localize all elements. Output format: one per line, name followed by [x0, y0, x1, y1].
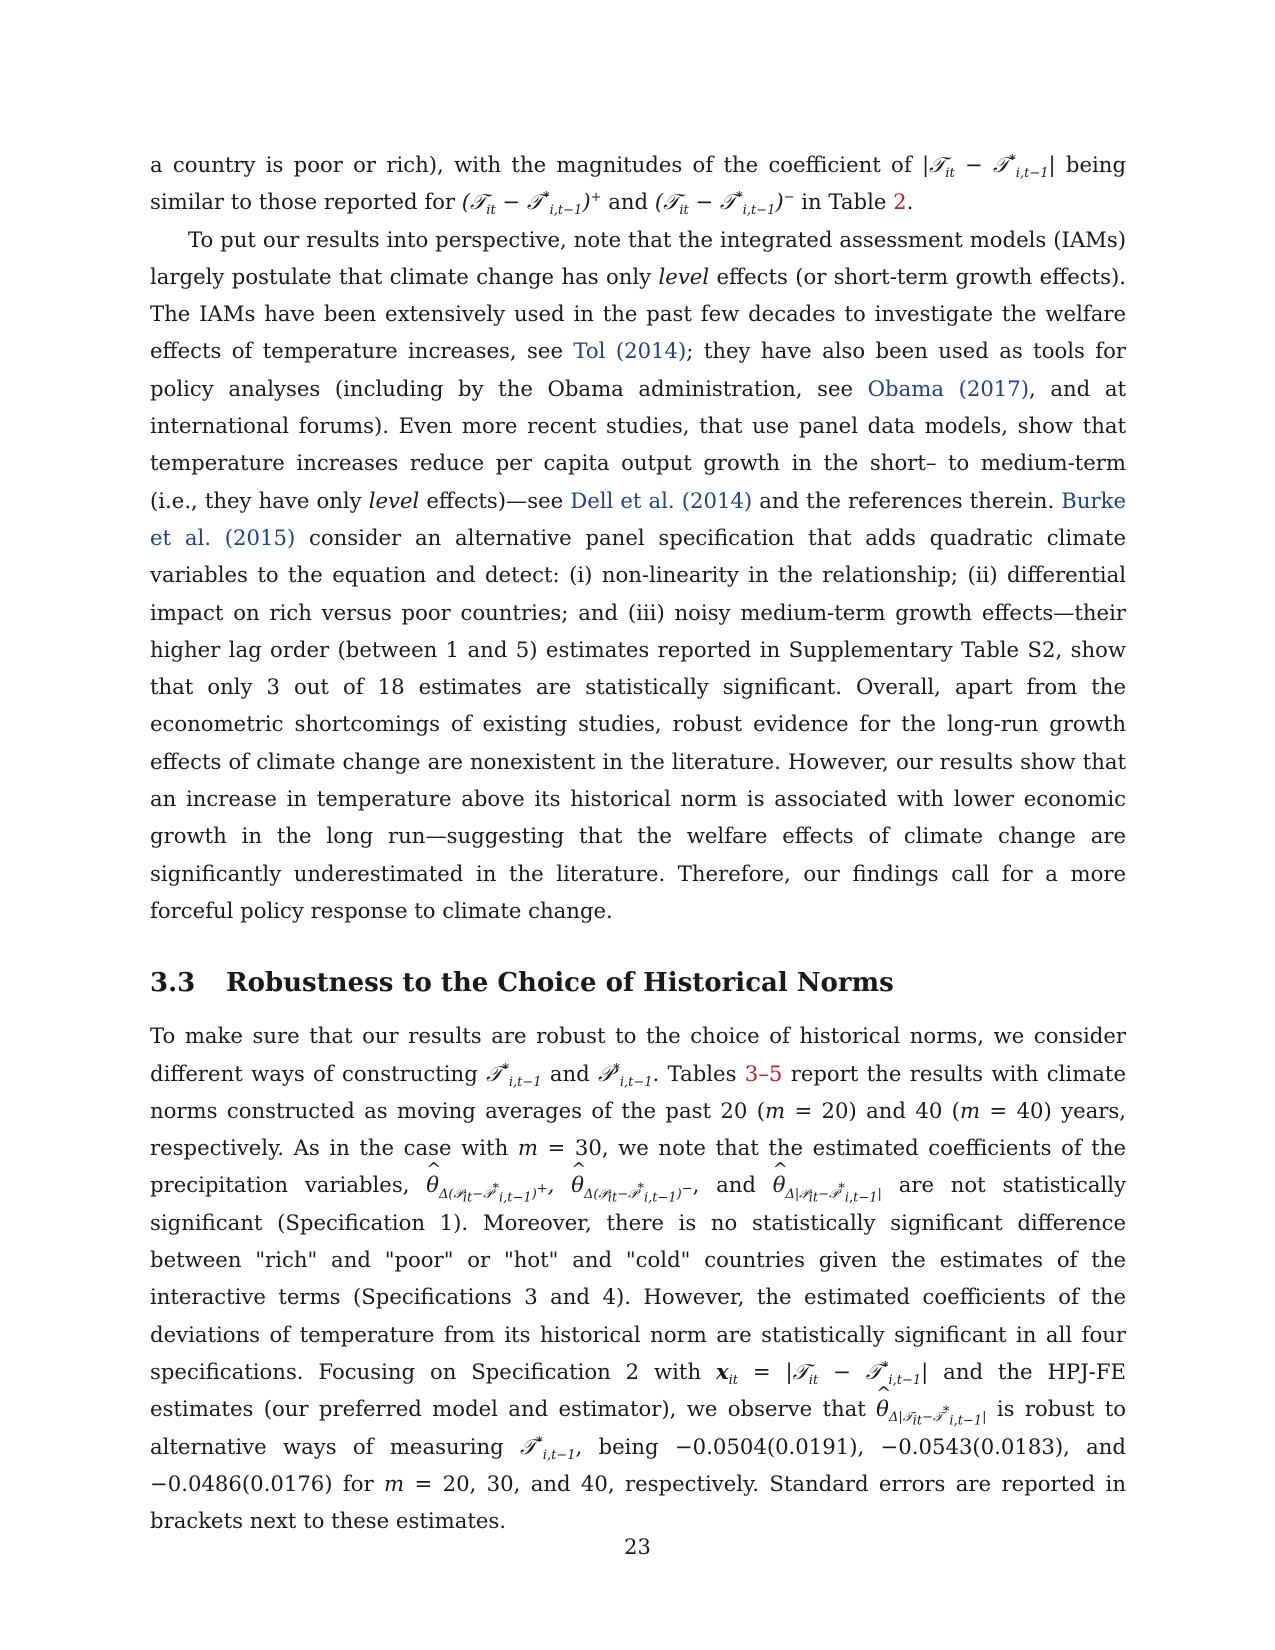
math-m: m	[384, 1470, 405, 1496]
citation-burke-2015[interactable]: Burke et al. (2015)	[150, 487, 1126, 550]
math-negative-deviation: (𝒯$_{it}$ − 𝒯*$_{i,t-1}$)−	[654, 189, 795, 219]
page-body	[150, 146, 1126, 1539]
paragraph-3: To make sure that our results are robust to the choice of historical norms, we consider different ways of constructing 𝒯*$_{i,t-1}$ and 𝒫*$_{i,t-1}$. Tables 3–5 report the results with climate norms constructed as moving averages of the past 20 (m = 20) and 40 (m = 40) years, respectively. As in the case with m = 30, we note that the estimated coefficients of the precipitation variables, ^ $\theta_{\Delta(𝒫_{it}-𝒫^*_{i,t-1})^+}$, ^ $\theta_{\Delta(𝒫_{it}-𝒫^*_{i,t-1})^-}$, and ^ $\theta_{\Delta|𝒫_{it}-𝒫^*_{i,t-1}|}$ are not statistically significant (Specification 1). Moreover, there is no statistically significant difference between "rich" and "poor" or "hot" and "cold" countries given the estimates of the interactive terms (Specifications 3 and 4). However, the estimated coefficients of the deviations of temperature from its historical norm are statistically significant in all four specifications. Focusing on Specification 2 with $x_{it}$ = |𝒯$_{it}$ − 𝒯*$_{i,t-1}$| and the HPJ-FE estimates (our preferred model and estimator), we observe that ^ $\theta_{\Delta|𝒯_{it}-𝒯^*_{i,t-1}|}$ is robust to alternative ways of measuring 𝒯*$_{i,t-1}$, being −0.0504(0.0191), −0.0543(0.0183), and −0.0486(0.0176) for m = 20, 30, and 40, respectively. Standard errors are reported in brackets next to these estimates.	[150, 1017, 1126, 1539]
citation-obama-2017[interactable]: Obama (2017)	[867, 375, 1030, 401]
math-m: m	[959, 1097, 981, 1123]
page-number: 23	[624, 1535, 651, 1559]
citation-tol-2014[interactable]: Tol (2014)	[573, 338, 687, 364]
math-theta-precip-abs: ^ $\theta_{\Delta|𝒫_{it}-𝒫^*_{i,t-1}|}$	[773, 1172, 882, 1197]
math-m: m	[517, 1135, 538, 1161]
math-abs-temp-deviation: |𝒯$_{it}$ − 𝒯*$_{i,t-1}$|	[921, 152, 1056, 182]
math-temp-norm: 𝒯*$_{i,t-1}$	[520, 1433, 576, 1463]
math-precip-norm: 𝒫*$_{i,t-1}$	[598, 1060, 653, 1090]
citation-dell-2014[interactable]: Dell et al. (2014)	[570, 487, 753, 513]
math-theta-precip-positive: ^ $\theta_{\Delta(𝒫_{it}-𝒫^*_{i,t-1})^+}$, ^ $\theta_{\Delta(𝒫_{it}-𝒫^*_{i,t-1})^-}$	[426, 1172, 692, 1197]
math-theta-temp-abs: ^ $\theta_{\Delta|𝒯_{it}-𝒯^*_{i,t-1}|}$	[876, 1396, 986, 1421]
table-ref-2[interactable]: 2	[893, 189, 907, 215]
math-m: m	[764, 1097, 786, 1123]
math-positive-deviation: (𝒯$_{it}$ − 𝒯*$_{i,t-1}$)+	[461, 189, 602, 219]
paragraph-1: a country is poor or rich), with the magnitudes of the coefficient of |𝒯$_{it}$ − 𝒯*$_{i,t-1}$| being similar to those reported for (𝒯$_{it}$ − 𝒯*$_{i,t-1}$)+ and (𝒯$_{it}$ − 𝒯*$_{i,t-1}$)− in Table 2.	[150, 152, 1127, 219]
paragraph-2: To put our results into perspective, note that the integrated assessment models (IAMs) largely postulate that climate change has only level effects (or short-term growth effects). The IAMs have been extensively used in the past few decades to investigate the welfare effects of temperature increases, see Tol (2014); they have also been used as tools for policy analyses (including by the Obama administration, see Obama (2017), and at international forums). Even more recent studies, that use panel data models, show that temperature increases reduce per capita output growth in the short– to medium-term (i.e., they have only level effects)—see Dell et al. (2014) and the references therein. Burke et al. (2015) consider an alternative panel specification that adds quadratic climate variables to the equation and detect: (i) non-linearity in the relationship; (ii) differential impact on rich versus poor countries; and (iii) noisy medium-term growth effects—their higher lag order (between 1 and 5) estimates reported in Supplementary Table S2, show that only 3 out of 18 estimates are statistically significant. Overall, apart from the econometric shortcomings of existing studies, robust evidence for the long-run growth effects of climate change are nonexistent in the literature. However, our results show that an increase in temperature above its historical norm is associated with lower economic growth in the long run—suggesting that the welfare effects of climate change are significantly underestimated in the literature. Therefore, our findings call for a more forceful policy response to climate change.	[150, 226, 1127, 923]
table-ref-3-5[interactable]: 3–5	[744, 1060, 783, 1086]
section-heading: 3.3 Robustness to the Choice of Historical Norms	[150, 968, 894, 999]
math-temp-norm: 𝒯*$_{i,t-1}$	[486, 1060, 542, 1090]
math-x-definition: $x_{it}$ = |𝒯$_{it}$ − 𝒯*$_{i,t-1}$|	[715, 1358, 929, 1389]
